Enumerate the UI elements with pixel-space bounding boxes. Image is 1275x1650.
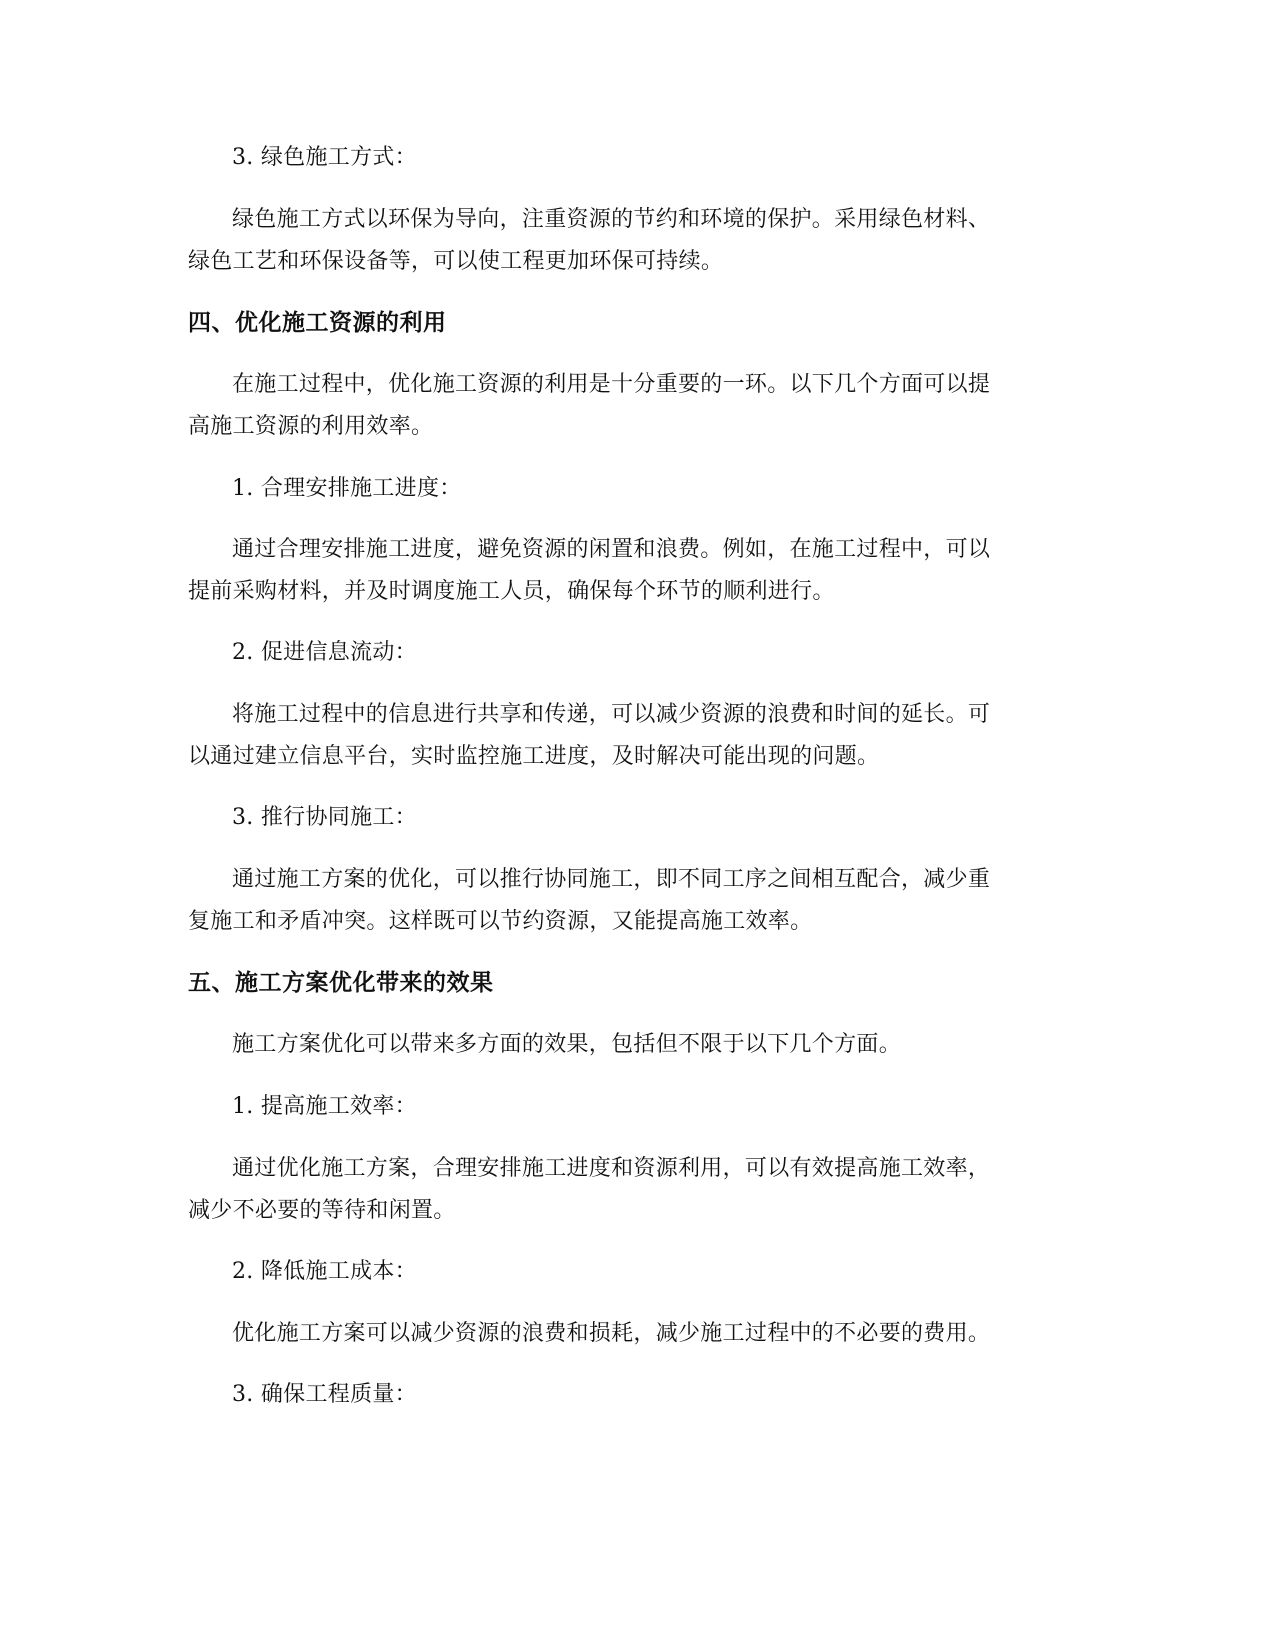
list-item-title: 1. 合理安排施工进度：: [232, 476, 462, 501]
list-item-title: 1. 提高施工效率：: [232, 1094, 417, 1119]
paragraph-line: 通过合理安排施工进度，避免资源的闲置和浪费。例如，在施工过程中，可以: [232, 537, 991, 562]
paragraph-line: 通过施工方案的优化，可以推行协同施工，即不同工序之间相互配合，减少重: [232, 867, 991, 892]
list-item-title: 2. 降低施工成本：: [232, 1259, 417, 1284]
section-heading: 四、优化施工资源的利用: [188, 310, 447, 336]
section-heading: 五、施工方案优化带来的效果: [188, 970, 494, 996]
paragraph-line: 以通过建立信息平台，实时监控施工进度，及时解决可能出现的问题。: [188, 744, 880, 769]
paragraph-line: 在施工过程中，优化施工资源的利用是十分重要的一环。以下几个方面可以提: [232, 372, 991, 397]
paragraph-line: 高施工资源的利用效率。: [188, 414, 434, 439]
list-item-title: 3. 推行协同施工：: [232, 805, 417, 830]
paragraph-line: 绿色工艺和环保设备等，可以使工程更加环保可持续。: [188, 249, 724, 274]
list-item-title: 3. 确保工程质量：: [232, 1382, 417, 1407]
list-item-title: 3. 绿色施工方式：: [232, 145, 417, 170]
paragraph-line: 提前采购材料，并及时调度施工人员，确保每个环节的顺利进行。: [188, 579, 835, 604]
paragraph-line: 复施工和矛盾冲突。这样既可以节约资源，又能提高施工效率。: [188, 909, 813, 934]
paragraph-line: 减少不必要的等待和闲置。: [188, 1198, 456, 1223]
list-item-title: 2. 促进信息流动：: [232, 640, 417, 665]
paragraph-line: 绿色施工方式以环保为导向，注重资源的节约和环境的保护。采用绿色材料、: [232, 207, 991, 232]
paragraph-line: 通过优化施工方案，合理安排施工进度和资源利用，可以有效提高施工效率，: [232, 1156, 991, 1181]
paragraph-line: 优化施工方案可以减少资源的浪费和损耗，减少施工过程中的不必要的费用。: [232, 1321, 991, 1346]
paragraph-line: 将施工过程中的信息进行共享和传递，可以减少资源的浪费和时间的延长。可: [232, 702, 991, 727]
paragraph-line: 施工方案优化可以带来多方面的效果，包括但不限于以下几个方面。: [232, 1032, 902, 1057]
